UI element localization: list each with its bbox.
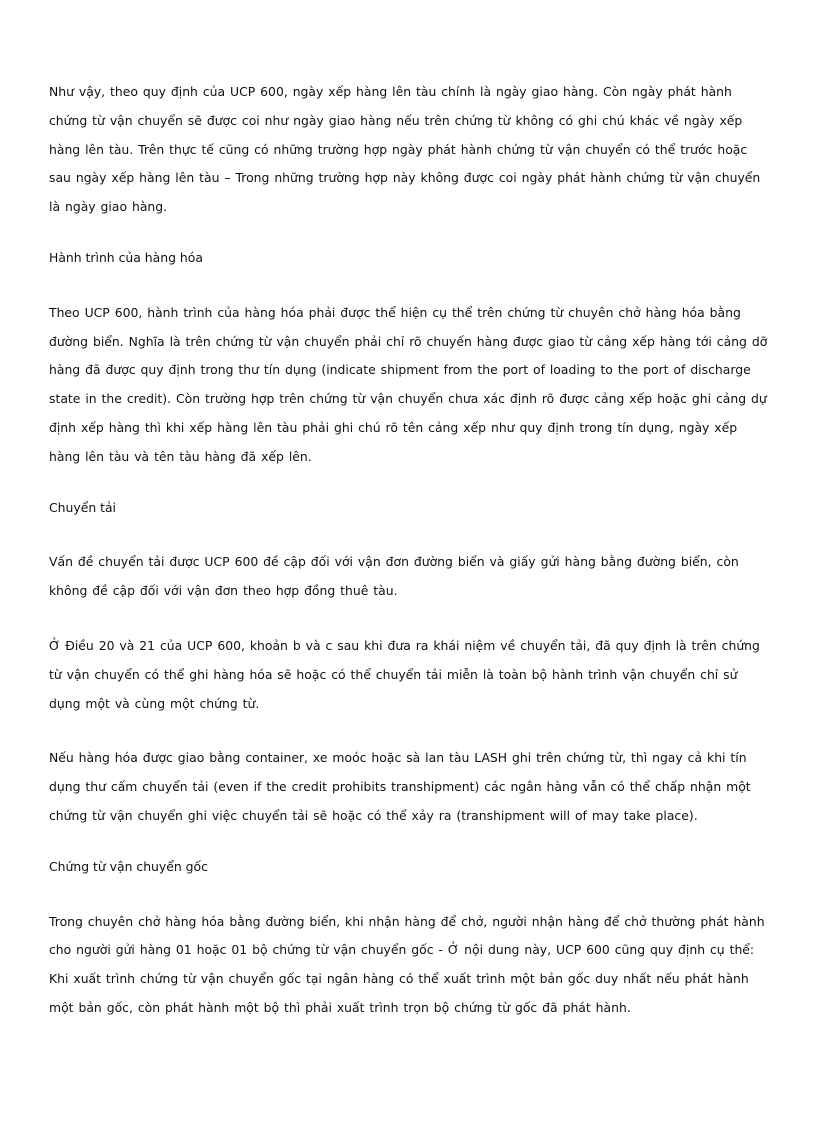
paragraph-transhipment-articles: Ở Điều 20 và 21 của UCP 600, khoản b và c sau khi đưa ra khái niệm về chuyển tải, đã quy định là trên chứng từ vận chuyển có thể ghi hàng hóa sẽ hoặc có thể chuyển tải miễn là toàn bộ hành trình vận chuyển chỉ sử dụng một và cùng một chứng từ. (49, 637, 760, 711)
paragraph-transhipment-container: Nếu hàng hóa được giao bằng container, xe moóc hoặc sà lan tàu LASH ghi trên chứng từ, thì ngay cả khi tín dụng thư cấm chuyển tải (even if the credit prohibits transhipment) các ngân hàng vẫn có thể chấp nhận một chứng từ vận chuyển ghi việc chuyển tải sẽ hoặc có thể xảy ra (transhipment will of may take place). (49, 750, 751, 823)
paragraph-delivery-date: Như vậy, theo quy định của UCP 600, ngày xếp hàng lên tàu chính là ngày giao hàng. Còn ngày phát hành chứng từ vận chuyển sẽ được coi như ngày giao hàng nếu trên chứng từ không có ghi chú khác về ngày xếp hàng lên tàu. Trên thực tế cũng có những trường hợp ngày phát hành chứng từ vận chuyển có thể trước hoặc sau ngày xếp hàng lên tàu – Trong những trường hợp này không được coi ngày phát hành chứng từ vận chuyển là ngày giao hàng. (49, 84, 761, 215)
paragraph-original-documents: Trong chuyên chở hàng hóa bằng đường biển, khi nhận hàng để chở, người nhận hàng để chở thường phát hành cho người gửi hàng 01 hoặc 01 bộ chứng từ vận chuyển gốc - Ở nội dung này, UCP 600 cũng quy định cụ thể: Khi xuất trình chứng từ vận chuyển gốc tại ngân hàng có thể xuất trình một bản gốc duy nhất nếu phát hành một bản gốc, còn phát hành một bộ thì phải xuất trình trọn bộ chứng từ gốc đã phát hành. (49, 913, 765, 1015)
heading-original-documents: Chứng từ vận chuyển gốc (49, 858, 208, 874)
paragraph-cargo-route: Theo UCP 600, hành trình của hàng hóa phải được thể hiện cụ thể trên chứng từ chuyên chở hàng hóa bằng đường biển. Nghĩa là trên chứng từ vận chuyển phải chỉ rõ chuyến hàng được giao từ cảng xếp hàng tới cảng dỡ hàng đã được quy định trong thư tín dụng (indicate shipment from the port of loading to the port of discharge state in the credit). Còn trường hợp trên chứng từ vận chuyển chưa xác định rõ được cảng xếp hoặc ghi cảng dự định xếp hàng thì khi xếp hàng lên tàu phải ghi chú rõ tên cảng xếp như quy định trong tín dụng, ngày xếp hàng lên tàu và tên tàu hàng đã xếp lên. (49, 304, 768, 464)
heading-cargo-route: Hành trình của hàng hóa (49, 249, 203, 265)
document-page (49, 78, 773, 1023)
heading-transhipment: Chuyển tải (49, 499, 116, 515)
paragraph-transhipment-scope: Vấn đề chuyển tải được UCP 600 đề cập đối với vận đơn đường biển và giấy gửi hàng bằng đường biển, còn không đề cập đối với vận đơn theo hợp đồng thuê tàu. (49, 554, 739, 599)
